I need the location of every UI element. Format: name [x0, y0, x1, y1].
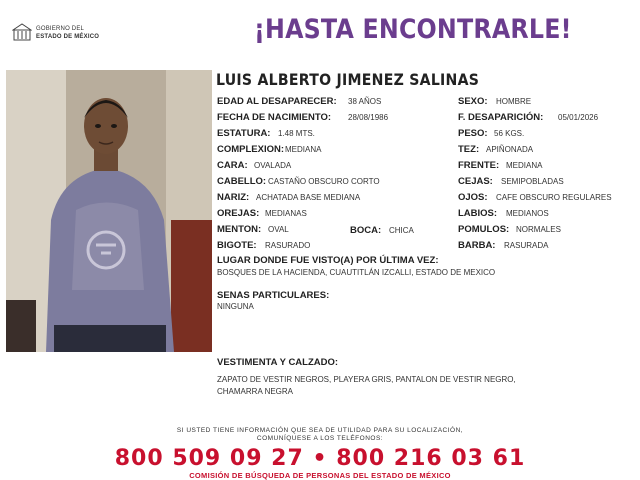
field-value: MEDIANAS	[265, 209, 307, 218]
contact-note-line1: SI USTED TIENE INFORMACIÓN QUE SEA DE UTILIDAD PARA SU LOCALIZACIÓN,	[176, 427, 464, 434]
field-label: OREJAS:	[217, 208, 260, 219]
field-value: OVALADA	[254, 161, 292, 170]
state-emblem-icon	[12, 22, 32, 42]
field-value: APIÑONADA	[486, 145, 534, 154]
missing-person-photo	[6, 70, 212, 352]
field-label: COMPLEXION:	[217, 144, 285, 155]
field-value: HOMBRE	[496, 97, 532, 106]
field-value: 05/01/2026	[558, 113, 599, 122]
contact-note-line2: COMUNÍQUESE A LOS TELÉFONOS:	[256, 435, 384, 442]
last-seen-value: BOSQUES DE LA HACIENDA, CUAUTITLÁN IZCALLI, ESTADO DE MEXICO	[217, 268, 496, 277]
field-label: ESTATURA:	[217, 128, 271, 139]
field-value: SEMIPOBLADAS	[501, 177, 564, 186]
field-label: PESO:	[458, 128, 488, 139]
headline: ¡HASTA ENCONTRARLE!	[254, 14, 572, 45]
commission-name: COMISIÓN DE BÚSQUEDA DE PERSONAS DEL ESTADO DE MÉXICO	[189, 471, 451, 480]
field-value: NORMALES	[516, 225, 561, 234]
field-value: CHICA	[389, 226, 414, 235]
particular-marks-label: SENAS PARTICULARES:	[217, 290, 330, 301]
last-seen-label: LUGAR DONDE FUE VISTO(A) POR ÚLTIMA VEZ:	[217, 255, 439, 266]
field-label: EDAD AL DESAPARECER:	[217, 96, 337, 107]
phone-numbers	[0, 446, 640, 471]
field-value: 1.48 MTS.	[278, 129, 315, 138]
field-value: CAFE OBSCURO REGULARES	[496, 193, 612, 202]
field-label: LABIOS:	[458, 208, 498, 219]
field-value: MEDIANA	[285, 145, 322, 154]
field-label: OJOS:	[458, 192, 488, 203]
field-label: BIGOTE:	[217, 240, 257, 251]
clothing-line2: CHAMARRA NEGRA	[217, 387, 294, 396]
person-name: LUIS ALBERTO JIMENEZ SALINAS	[216, 70, 480, 89]
field-label: FRENTE:	[458, 160, 500, 171]
field-value: MEDIANOS	[506, 209, 549, 218]
field-value: ACHATADA BASE MEDIANA	[256, 193, 361, 202]
state-government-logo	[12, 22, 112, 44]
field-value: 28/08/1986	[348, 113, 389, 122]
field-value: CASTAÑO OBSCURO CORTO	[268, 177, 380, 186]
field-value: RASURADO	[265, 241, 311, 250]
field-value: 38 AÑOS	[348, 97, 382, 106]
field-label: FECHA DE NACIMIENTO:	[217, 112, 331, 123]
org-name-line2: ESTADO DE MÉXICO	[36, 34, 100, 40]
field-label: CABELLO:	[217, 176, 267, 187]
field-value: RASURADA	[504, 241, 549, 250]
clothing-label: VESTIMENTA Y CALZADO:	[217, 357, 339, 368]
phone-number-2[interactable]: 800 216 03 61	[336, 446, 526, 471]
particular-marks-value: NINGUNA	[217, 302, 254, 311]
field-label: BOCA:	[350, 225, 382, 236]
field-label: CEJAS:	[458, 176, 493, 187]
field-label: BARBA:	[458, 240, 496, 251]
field-label: NARIZ:	[217, 192, 250, 203]
field-value: MEDIANA	[506, 161, 543, 170]
phone-separator: •	[312, 446, 328, 471]
field-value: OVAL	[268, 225, 289, 234]
field-label: SEXO:	[458, 96, 488, 107]
field-label: F. DESAPARICIÓN:	[458, 112, 544, 123]
field-label: CARA:	[217, 160, 248, 171]
field-label: TEZ:	[458, 144, 480, 155]
field-label: POMULOS:	[458, 224, 510, 235]
field-label: MENTON:	[217, 224, 262, 235]
field-value: 56 KGS.	[494, 129, 525, 138]
org-name-line1: GOBIERNO DEL	[36, 26, 85, 32]
phone-number-1[interactable]: 800 509 09 27	[114, 446, 304, 471]
clothing-line1: ZAPATO DE VESTIR NEGROS, PLAYERA GRIS, PANTALON DE VESTIR NEGRO,	[217, 375, 516, 384]
